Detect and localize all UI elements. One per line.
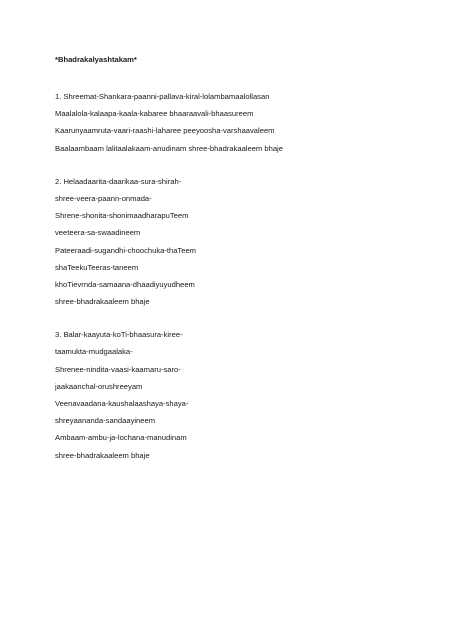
stanza-line: Shrene-shonita-shonimaadharapuTeem [55,211,189,221]
stanza-line: Baalaambaam lalitaalakaam-anudinam shree-bhadrakaaleem bhaje [55,143,283,153]
stanza-line: Pateeraadi-sugandhi-choochuka-thaTeem [55,245,196,255]
stanza-line: Ambaam-ambu-ja-lochana-manudinam [55,433,187,443]
stanza-line: Maalalola-kalaapa-kaala-kabaree bhaaraavali-bhaasureem [55,109,254,119]
stanza-line: shree-veera-paann-onmada- [55,193,152,203]
stanza-line: 1. Shreemat-Shankara-paanni-pallava-kiral-lolambamaalollasan [55,92,270,101]
stanza-line: 3. Balar-kaayuta-koTi-bhaasura-kiree- [55,330,183,340]
stanza-3 [55,326,415,464]
stanza-2 [55,173,415,311]
stanza-line: khoTievrnda-samaana-dhaadiyuyudheem [55,279,195,289]
stanza-line: shaTeekuTeeras-taneem [55,262,139,272]
document-title: *Bhadrakalyashtakam* [55,55,137,64]
stanza-line: Shrenee-nindita-vaasi-kaamaru-saro- [55,364,181,374]
stanza-line: shree-bhadrakaaleem bhaje [55,297,150,307]
stanza-line: 2. Helaadaarita-daarikaa-sura-shirah- [55,176,182,186]
stanza-line: jaakaanchal-orushreeyam [55,381,143,391]
stanza-line: taamukta-mudgaalaka- [55,347,133,357]
stanza-line: Kaarunyaamruta-vaari-raashi-laharee peeyoosha-varshaavaleem [55,126,275,136]
stanza-line: shree-bhadrakaaleem bhaje [55,450,150,460]
stanza-line: veeteera-sa-swaadineem [55,228,141,238]
stanza-line: Veenavaadana-kaushalaashaya-shaya- [55,399,189,408]
document-body [55,53,415,480]
stanza-line: shreyaananda-sandaayineem [55,416,156,426]
stanza-1 [55,88,415,157]
